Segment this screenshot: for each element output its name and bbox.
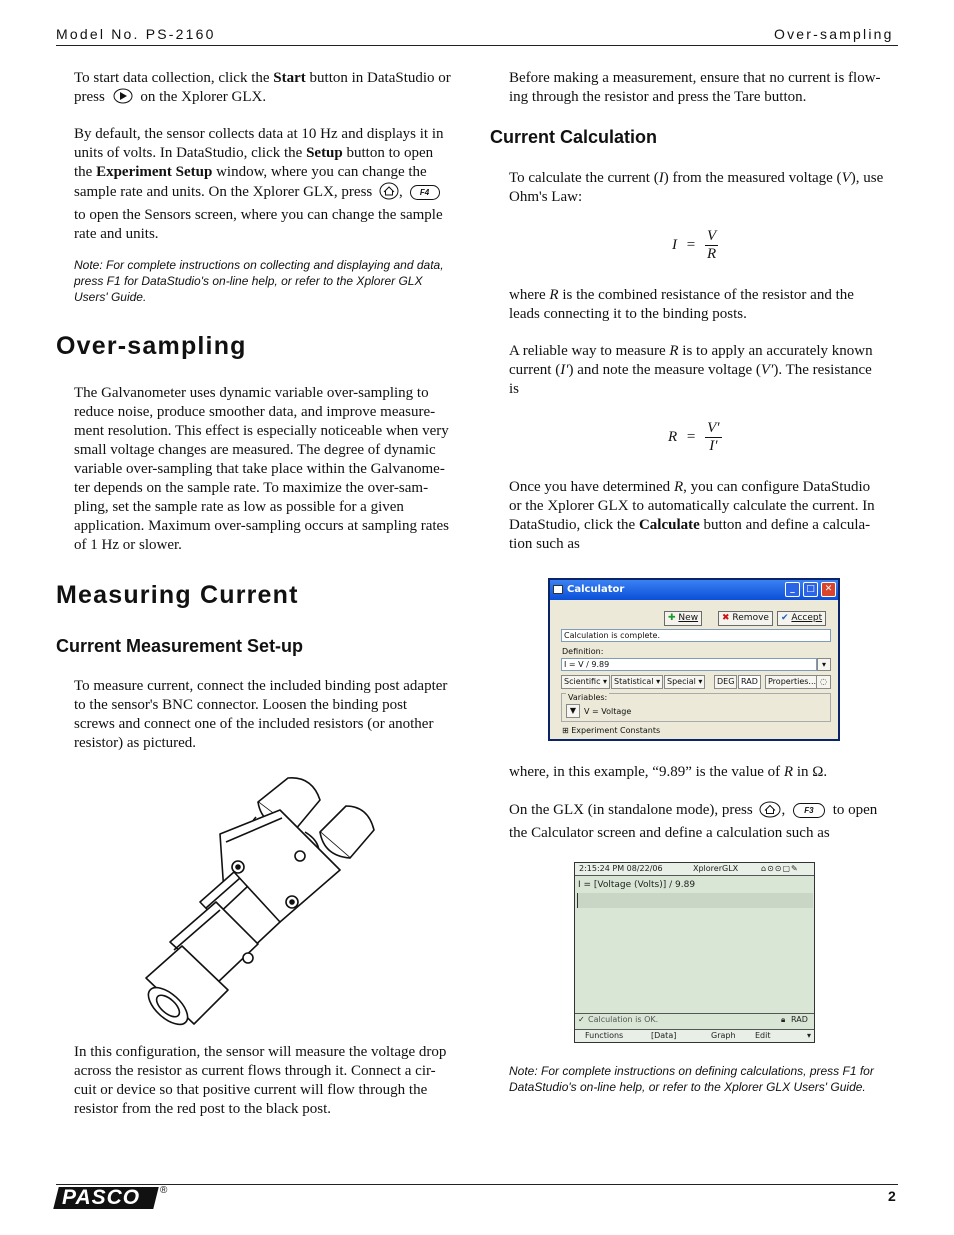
check-icon: ✔: [781, 613, 789, 623]
start-key-icon: [113, 88, 133, 110]
status-field: Calculation is complete.: [561, 629, 831, 642]
note-collecting: Note: For complete instructions on collecting and displaying and data, press F1 for DataStudio's on-line help, or refer to the Xplorer GLX Users' Guide.: [74, 258, 444, 304]
glx-edit-row[interactable]: [577, 893, 813, 908]
registered-mark: ®: [160, 1185, 168, 1196]
definition-input[interactable]: I = V / 9.89: [561, 658, 817, 671]
check-icon: ✓: [578, 1015, 585, 1024]
glx-app-name: XplorerGLX: [693, 864, 739, 873]
glx-calculator-screen: [574, 862, 815, 1043]
remove-button[interactable]: ✖ Remove: [718, 611, 773, 626]
refresh-icon[interactable]: ◌: [816, 675, 831, 689]
calc-paragraph: To calculate the current (I) from the measured voltage (V), use Ohm's Law:: [509, 170, 884, 205]
example-paragraph: where, in this example, “9.89” is the value of R in Ω.: [509, 764, 828, 780]
binding-post-adapter-illustration: [130, 772, 380, 1037]
f3-key-icon: F3: [793, 803, 825, 818]
variables-group: [561, 693, 831, 722]
variable-value: V = Voltage: [584, 707, 632, 716]
configuration-paragraph: In this configuration, the sensor will measure the voltage drop across the resistor as current flows through it. Connect a cir- cuit or device so that positive current will flow through the resistor from the red post to the black post.: [74, 1044, 447, 1117]
glx-status-icons: ⌂⊙⊙▢✎: [761, 864, 799, 873]
calculator-app-icon: [553, 585, 563, 594]
maximize-button[interactable]: □: [803, 582, 818, 597]
softkey-edit[interactable]: Edit: [755, 1031, 771, 1040]
properties-button[interactable]: Properties...: [765, 675, 819, 689]
home-key-icon: [379, 182, 399, 206]
heading-measuring-current: Measuring Current: [56, 581, 299, 609]
glx-softkey-bar: [575, 1029, 814, 1042]
reliable-paragraph: A reliable way to measure R is to apply an accurately known current (I′) and note the measure voltage (V′). The resistance is: [509, 343, 873, 397]
setup-paragraph: To measure current, connect the included binding post adapter to the sensor's BNC connector. Loosen the binding post screws and connect one of the included resistors (or another resistor) as pictured.: [74, 678, 448, 751]
close-button[interactable]: ✕: [821, 582, 836, 597]
once-paragraph: Once you have determined R, you can configure DataStudio or the Xplorer GLX to automatically calculate the current. In DataStudio, click the Calculate button and define a calcula- tion such as: [509, 479, 875, 552]
heading-current-calculation: Current Calculation: [490, 127, 658, 147]
accept-button[interactable]: ✔ Accept: [777, 611, 826, 626]
new-button[interactable]: ✚ New: [664, 611, 702, 626]
header-section: Over-sampling: [774, 26, 894, 42]
expand-icon: ⊞: [562, 726, 569, 735]
page-number: 2: [888, 1188, 896, 1204]
definition-dropdown-icon[interactable]: ▾: [817, 658, 831, 671]
glx-formula: I = [Voltage (Volts)] / 9.89: [578, 880, 696, 890]
softkey-data[interactable]: [Data]: [651, 1031, 677, 1040]
rad-toggle[interactable]: RAD: [738, 675, 761, 689]
where-paragraph: where R is the combined resistance of the resistor and the leads connecting it to the binding posts.: [509, 287, 854, 322]
variable-type-icon[interactable]: ▼: [566, 704, 580, 718]
heading-oversampling: Over-sampling: [56, 332, 247, 360]
lock-icon: 🔒︎: [781, 1015, 786, 1024]
default-paragraph: By default, the sensor collects data at 10 Hz and displays it in units of volts. In DataStudio, click the Setup button to open the Experiment Setup window, where you can change the sample rate and units. On the Xplorer GLX, press , F4 to open the Sensors screen, where you can change the sample rate and units.: [74, 126, 444, 242]
glx-message-bar: [575, 1013, 814, 1026]
variables-label: Variables:: [568, 693, 608, 702]
statistical-menu[interactable]: Statistical ▾: [611, 675, 663, 689]
f4-key-icon: F4: [410, 185, 440, 200]
x-icon: ✖: [722, 613, 730, 623]
calculator-window: [548, 578, 840, 741]
plus-icon: ✚: [668, 613, 676, 623]
softkey-functions[interactable]: Functions: [585, 1031, 624, 1040]
header-rule: [56, 45, 898, 46]
footer-rule: [56, 1184, 898, 1185]
softkey-graph[interactable]: Graph: [711, 1031, 736, 1040]
pasco-logo-text: PASCO: [62, 1186, 141, 1209]
glx-angle-mode: RAD: [791, 1015, 808, 1024]
definition-label: Definition:: [562, 647, 604, 656]
experiment-constants-toggle[interactable]: ⊞ Experiment Constants: [562, 726, 661, 735]
glx-calc-status: Calculation is OK.: [588, 1015, 659, 1024]
resistance-equation: R = $\frac{V'}{I'}$: [668, 420, 720, 454]
oversampling-paragraph: The Galvanometer uses dynamic variable over-sampling to reduce noise, produce smoother data, and improve measure- ment resolution. This effect is especially noticeable when very small voltage changes are measured. The degree of dynamic variable over-sampling that take place within the Galvanome- ter depends on the sample rate. To maximize the over-sam- pling, set the sample rate as low as possible for a given application. Maximum over-sampling occurs at sampling rates of 1 Hz or slower.: [74, 385, 450, 553]
glx-paragraph: On the GLX (in standalone mode), press , F3 to open the Calculator screen and define a calculation such as: [509, 802, 878, 841]
heading-setup: Current Measurement Set-up: [56, 636, 304, 656]
glx-time: 2:15:24 PM 08/22/06: [579, 864, 663, 873]
glx-status-bar: [575, 863, 814, 876]
minimize-button[interactable]: _: [785, 582, 800, 597]
scroll-down-icon: ▾: [807, 1031, 812, 1040]
calculator-title-bar: Calculator _ □ ✕: [550, 580, 838, 600]
home-key-icon: [759, 801, 781, 824]
note-calculations: Note: For complete instructions on defining calculations, press F1 for DataStudio's on-line help, or refer to the Xplorer GLX Users' Guide.: [509, 1064, 874, 1094]
ohms-law-equation: I = $\frac{V}{R}$: [672, 228, 717, 262]
deg-toggle[interactable]: DEG: [714, 675, 737, 689]
start-paragraph: To start data collection, click the Start button in DataStudio or press on the Xplorer GLX.: [74, 69, 474, 110]
header-model: Model No. PS-2160: [56, 26, 216, 42]
scientific-menu[interactable]: Scientific ▾: [561, 675, 610, 689]
special-menu[interactable]: Special ▾: [664, 675, 705, 689]
tare-paragraph: Before making a measurement, ensure that no current is flow- ing through the resistor and press the Tare button.: [509, 70, 881, 105]
